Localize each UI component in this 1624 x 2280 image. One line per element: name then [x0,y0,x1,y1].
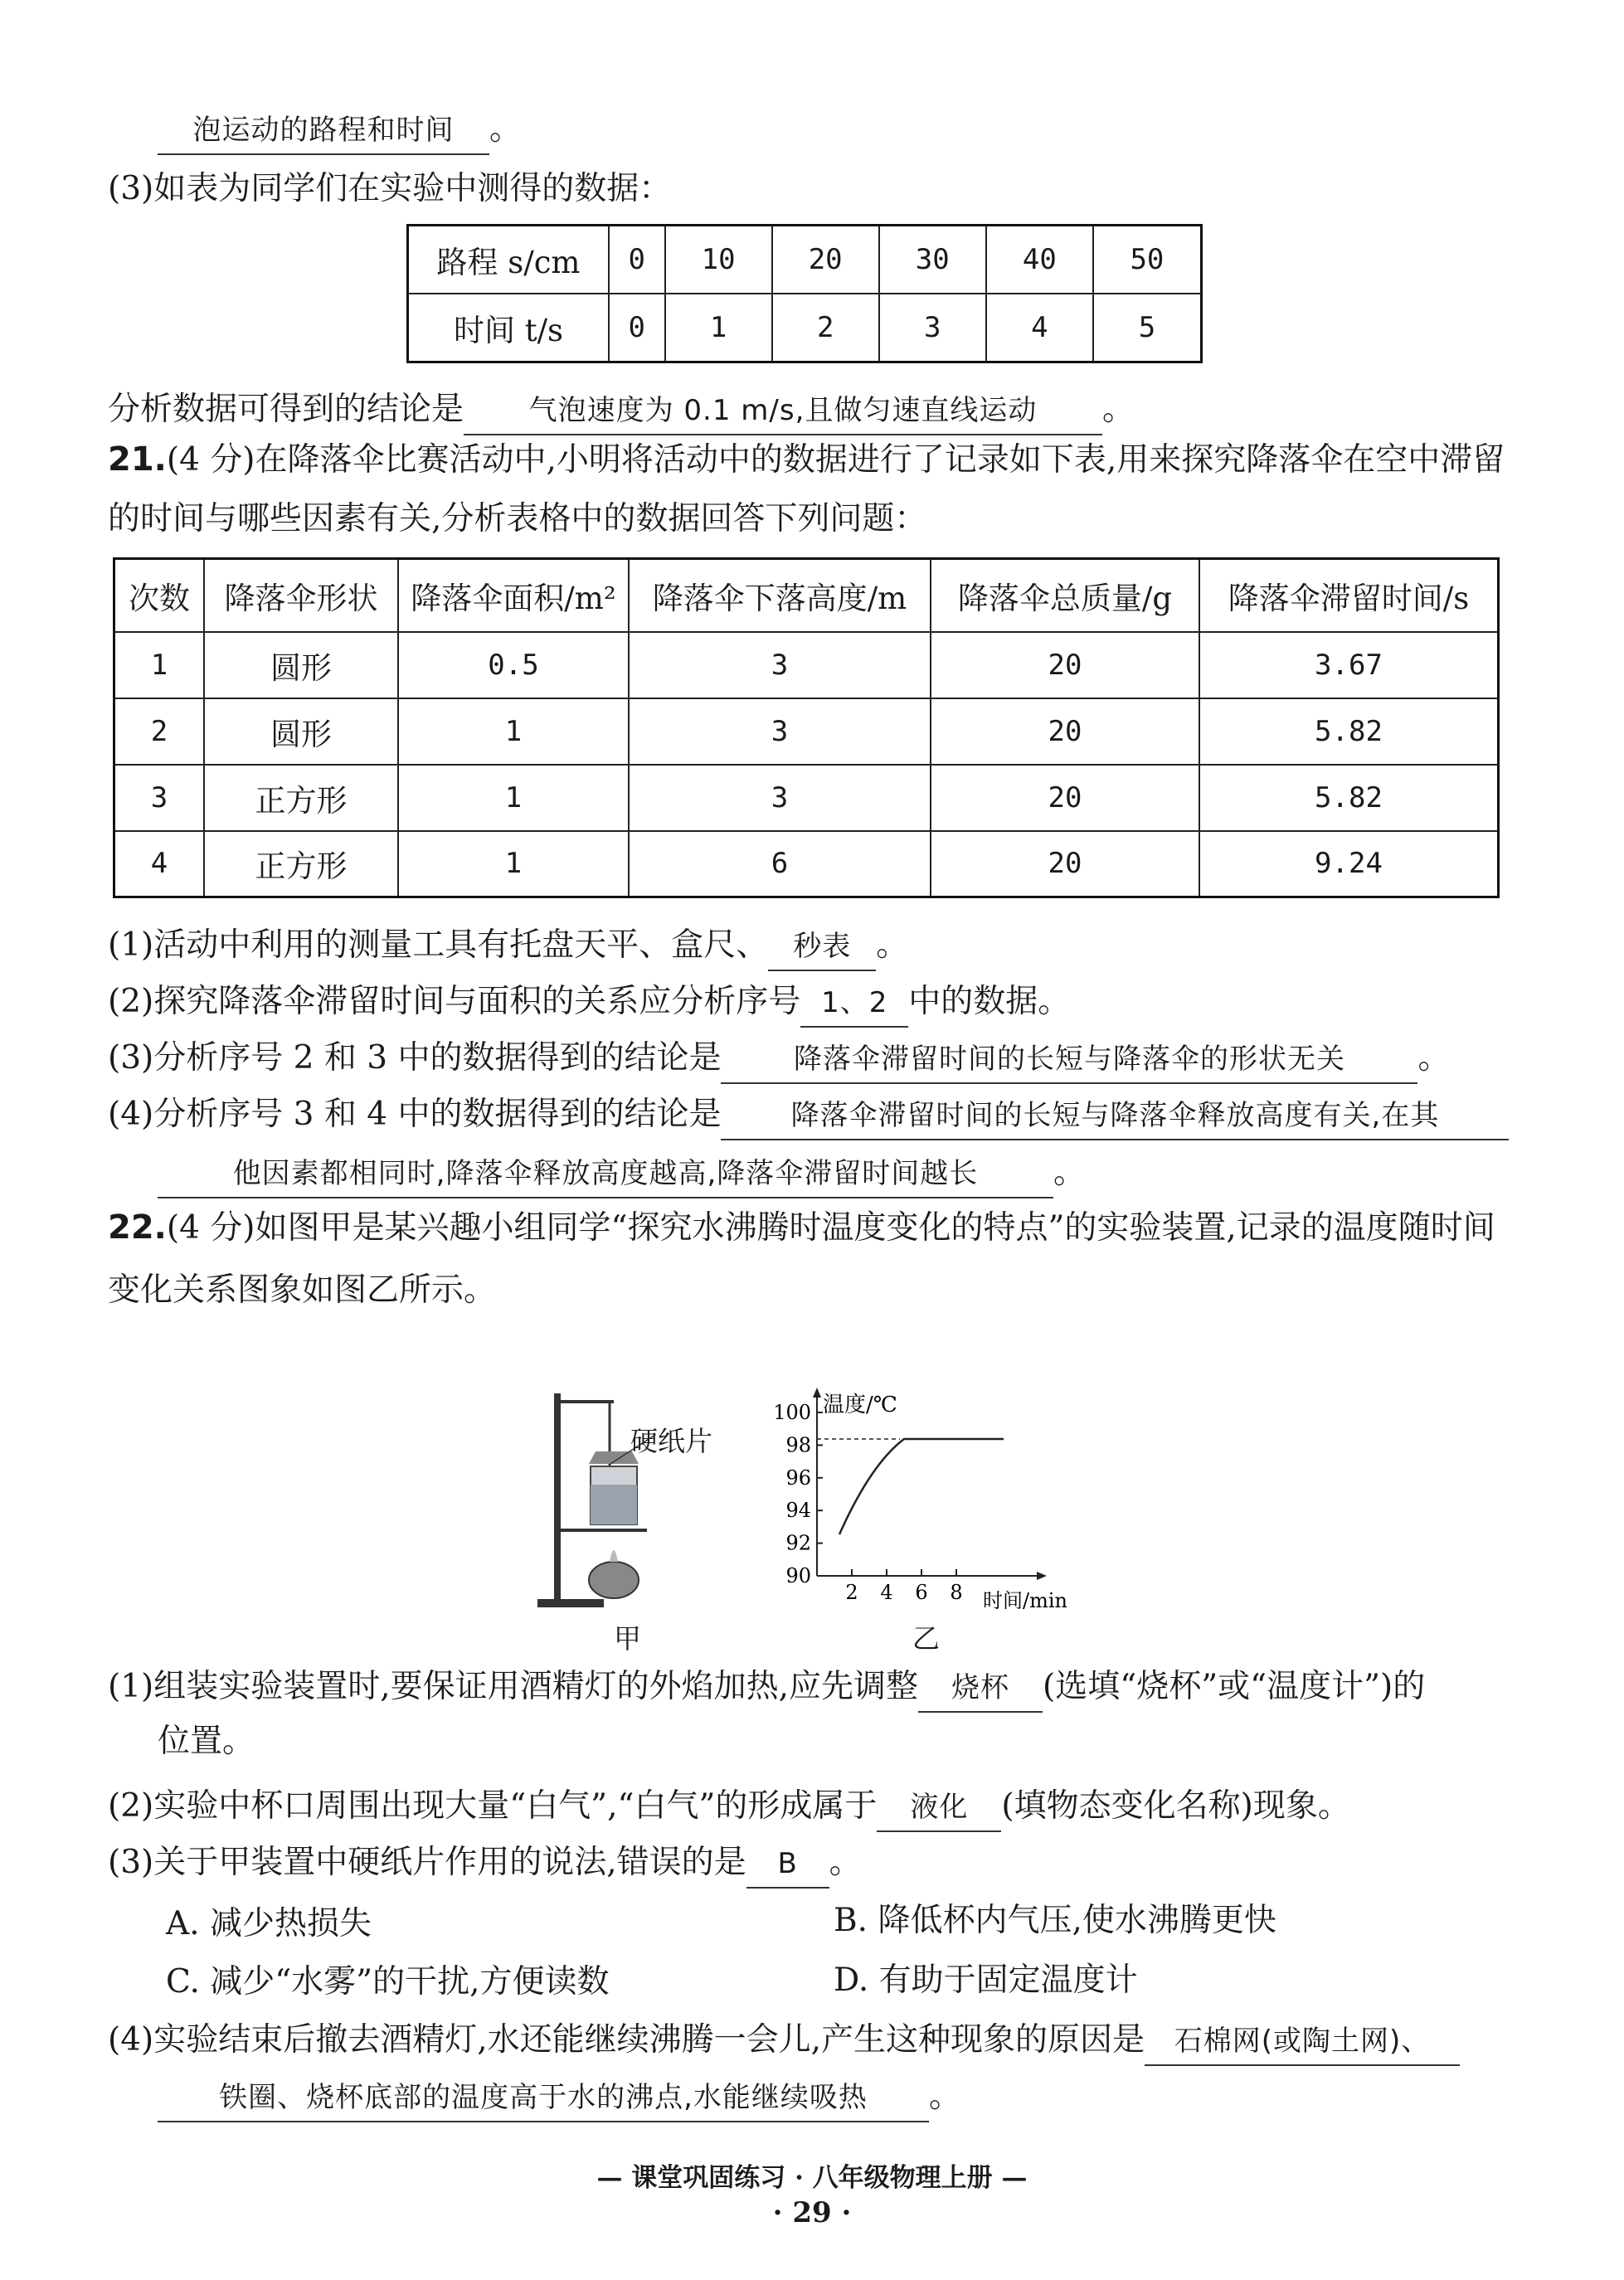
table-header: 降落伞形状 [204,559,398,632]
table-cell: 3 [629,765,931,831]
option-b: B. 降低杯内气压,使水沸腾更快 [834,1902,1276,1939]
q21-intro-line2: 的时间与哪些因素有关,分析表格中的数据回答下列问题： [108,500,927,537]
table-cell: 10 [665,226,772,294]
y-axis-label: 温度/℃ [823,1393,897,1417]
table-cell: 3 [114,765,205,831]
table-cell: 20 [772,226,879,294]
table-header: 降落伞滞留时间/s [1199,559,1499,632]
table-cell: 3 [629,698,931,765]
table-cell: 4 [986,294,1093,362]
answer-blank: B [746,1840,829,1889]
q21-part3: (3)分析序号 2 和 3 中的数据得到的结论是 降落伞滞留时间的长短与降落伞的形状无关 。 [108,1035,1450,1084]
option-a: A. 减少热损失 [166,1905,372,1942]
table-cell: 3 [629,632,931,698]
answer-blank: 液化 [877,1784,1001,1832]
table-cell: 圆形 [204,698,398,765]
temperature-curve [839,1439,1004,1534]
table-cell: 6 [629,831,931,897]
table-header: 降落伞下落高度/m [629,559,931,632]
y-tick-label: 94 [785,1499,811,1523]
table-cell: 5 [1093,294,1202,362]
table-row [114,632,1499,698]
figure-label-a: 甲 [614,1622,641,1655]
table-cell: 1 [665,294,772,362]
table-cell: 正方形 [204,831,398,897]
conclusion-line: 分析数据可得到的结论是 气泡速度为 0.1 m/s,且做匀速直线运动 。 [108,386,1135,435]
q21-part4-cont: 他因素都相同时,降落伞释放高度越高,降落伞滞留时间越长 。 [158,1150,1086,1198]
page-number: · 29 · [772,2196,852,2229]
answer-blank: 泡运动的路程和时间 [158,107,489,155]
table-cell: 20 [931,632,1199,698]
table-cell: 0 [609,226,665,294]
option-d: D. 有助于固定温度计 [834,1962,1138,1999]
table-row [114,831,1499,897]
row-label: 路程 s/cm [408,226,610,294]
temperature-graph [763,1385,1095,1617]
table-cell: 20 [931,698,1199,765]
y-tick-label: 96 [785,1466,811,1490]
answer-blank: 1、2 [800,980,908,1028]
table-cell: 2 [772,294,879,362]
table-header: 降落伞面积/m² [398,559,629,632]
table-cell: 正方形 [204,765,398,831]
table-cell: 圆形 [204,632,398,698]
answer-blank: 秒表 [768,923,876,971]
answer-blank: 石棉网(或陶土网)、 [1145,2018,1460,2066]
table-cell: 4 [114,831,205,897]
table-cell: 50 [1093,226,1202,294]
q22-part2: (2)实验中杯口周围出现大量“白气”,“白气”的形成属于 液化 (填物态变化名称)现象。 [108,1783,1350,1832]
q22-part4-cont: 铁圈、烧杯底部的温度高于水的沸点,水能继续吸热 。 [158,2073,961,2122]
table-cell: 30 [879,226,986,294]
table-cell: 20 [931,765,1199,831]
table-cell: 1 [398,831,629,897]
question-number: 21. [108,440,167,479]
q21-part2: (2)探究降落伞滞留时间与面积的关系应分析序号 1、2 中的数据。 [108,979,1070,1028]
flame [610,1550,618,1562]
table-row [114,765,1499,831]
figure-label-b: 乙 [912,1622,940,1655]
table-cell: 3 [879,294,986,362]
table-header: 次数 [114,559,205,632]
table-cell: 40 [986,226,1093,294]
q21-part4: (4)分析序号 3 和 4 中的数据得到的结论是 降落伞滞留时间的长短与降落伞释放高度有关,在其 [108,1091,1509,1140]
q22-part1: (1)组装实验装置时,要保证用酒精灯的外焰加热,应先调整 烧杯 (选填“烧杯”或“温度计”)的 [108,1664,1425,1713]
y-tick-label: 92 [785,1531,811,1555]
card-label: 硬纸片 [630,1425,712,1457]
table-cell: 1 [398,698,629,765]
question-number: 22. [108,1208,167,1247]
y-tick-label: 98 [785,1433,811,1457]
x-tick-label: 6 [915,1581,928,1604]
answer-blank: 降落伞滞留时间的长短与降落伞释放高度有关,在其 [721,1092,1509,1140]
q22-part3: (3)关于甲装置中硬纸片作用的说法,错误的是 B 。 [108,1840,862,1889]
table-cell: 3.67 [1199,632,1499,698]
parachute-table [113,557,1500,898]
alcohol-lamp [589,1562,639,1598]
answer-blank: 烧杯 [918,1665,1043,1713]
x-tick-label: 4 [880,1581,893,1604]
table-header: 降落伞总质量/g [931,559,1199,632]
q22-intro-line1: 22.(4 分)如图甲是某兴趣小组同学“探究水沸腾时温度变化的特点”的实验装置,记录的温度随时间 [108,1208,1495,1247]
stand-rod [554,1393,561,1601]
distance-time-table [406,224,1203,363]
stand-base [537,1599,604,1607]
table-cell: 0 [609,294,665,362]
answer-blank: 降落伞滞留时间的长短与降落伞的形状无关 [721,1036,1417,1084]
answer-blank: 他因素都相同时,降落伞释放高度越高,降落伞滞留时间越长 [158,1150,1053,1198]
answer-blank: 铁圈、烧杯底部的温度高于水的沸点,水能继续吸热 [158,2074,929,2122]
q22-intro-line2: 变化关系图象如图乙所示。 [108,1271,497,1309]
answer-blank: 气泡速度为 0.1 m/s,且做匀速直线运动 [464,387,1102,435]
table-cell: 5.82 [1199,698,1499,765]
x-axis-label: 时间/min [983,1589,1067,1612]
q3-prompt: (3)如表为同学们在实验中测得的数据： [108,170,672,207]
apparatus-figure [531,1377,738,1617]
row-label: 时间 t/s [408,294,610,362]
y-tick-label: 90 [785,1564,811,1587]
footer-title: — 课堂巩固练习 · 八年级物理上册 — [596,2163,1028,2193]
table-cell: 2 [114,698,205,765]
continued-answer-line: 泡运动的路程和时间 。 [158,106,522,155]
table-cell: 0.5 [398,632,629,698]
table-row [114,698,1499,765]
table-cell: 20 [931,831,1199,897]
table-cell: 1 [114,632,205,698]
q21-intro-line1: 21.(4 分)在降落伞比赛活动中,小明将活动中的数据进行了记录如下表,用来探究降落伞在空中滞留 [108,440,1505,479]
y-tick-label: 100 [773,1401,811,1424]
q22-part4: (4)实验结束后撤去酒精灯,水还能继续沸腾一会儿,产生这种现象的原因是 石棉网(或陶土网)、 [108,2017,1460,2066]
table-cell: 5.82 [1199,765,1499,831]
x-tick-label: 8 [950,1581,963,1604]
option-c: C. 减少“水雾”的干扰,方便读数 [166,1963,610,2000]
water [591,1485,637,1524]
table-cell: 9.24 [1199,831,1499,897]
q21-part1: (1)活动中利用的测量工具有托盘天平、盒尺、 秒表 。 [108,922,908,971]
q22-part1-cont: 位置。 [158,1723,255,1760]
table-cell: 1 [398,765,629,831]
x-tick-label: 2 [845,1581,858,1604]
